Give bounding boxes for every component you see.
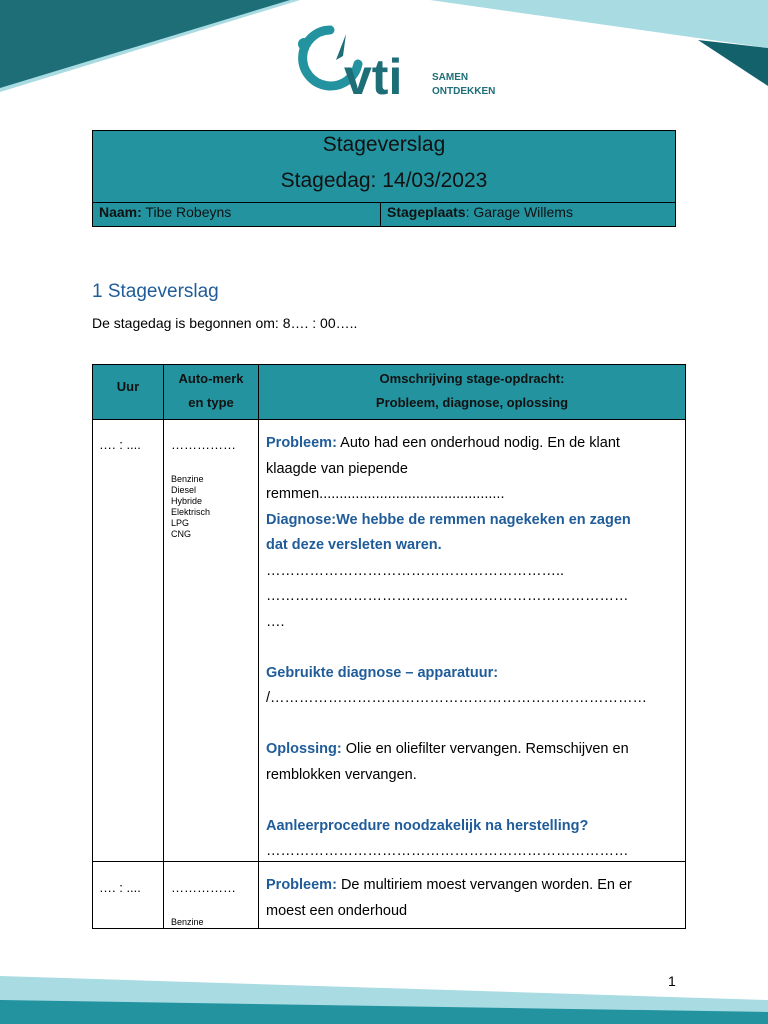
oplossing-label: Oplossing:	[266, 741, 342, 757]
name-cell	[93, 203, 381, 227]
row2-brand: ……………	[171, 880, 236, 895]
name-value: Tibe Robeyns	[141, 204, 232, 220]
vti-logo	[296, 14, 506, 102]
apparatuur-label: Gebruikte diagnose – apparatuur:	[266, 664, 499, 681]
row1-brand: ……………	[171, 437, 236, 452]
row2-description	[266, 873, 681, 924]
probleem-text-2: moest een onderhoud	[266, 902, 408, 919]
probleem-label: Probleem:	[266, 435, 337, 451]
probleem-label: Probleem:	[266, 877, 337, 893]
header-omschrijving-1: Omschrijving stage-opdracht:	[379, 371, 565, 386]
row1-description	[266, 431, 681, 865]
diagnose-line-2: dat deze versleten waren.	[266, 537, 442, 553]
section-heading: 1 Stageverslag	[92, 281, 219, 302]
row2-probleem	[266, 873, 681, 899]
column-divider-1	[163, 365, 164, 928]
place-cell	[381, 203, 675, 227]
report-title: Stageverslag	[322, 133, 446, 156]
header-omschrijving-2: Probleem, diagnose, oplossing	[375, 395, 569, 410]
logo-tagline-1: SAMEN	[432, 72, 469, 83]
fuel-option: Elektrisch	[171, 507, 211, 517]
name-label: Naam:	[99, 204, 142, 220]
start-time-line: De stagedag is begonnen om: 8…. : 00…..	[92, 315, 358, 331]
apparatuur-value: /……………………………………………………………………	[266, 690, 648, 706]
oplossing-text: Olie en oliefilter vervangen. Remschijven en	[341, 741, 629, 757]
place-label: Stageplaats	[387, 204, 466, 220]
fuel-option: LPG	[171, 518, 190, 528]
row1-oplossing	[266, 737, 681, 763]
header-merk-2: en type	[188, 395, 234, 410]
probleem-text: De multiriem moest vervangen worden. En er	[336, 877, 632, 893]
logo-text: vti	[344, 49, 403, 102]
row2-fuel-list	[171, 917, 204, 928]
aanleer-dots: …………………………………………………………………	[266, 843, 629, 859]
fuel-option: Hybride	[171, 496, 203, 506]
row1-probleem	[266, 431, 681, 457]
logo-dot	[298, 38, 310, 50]
spacer	[266, 712, 681, 738]
report-header	[92, 130, 676, 227]
row1-time: …. : ....	[99, 437, 141, 452]
spacer	[266, 788, 681, 814]
report-date: Stagedag: 14/03/2023	[280, 169, 488, 192]
probleem-text-3: remmen..............................................	[266, 486, 505, 502]
column-divider-2	[258, 365, 259, 928]
fuel-option: Diesel	[171, 485, 197, 495]
top-right-dark-band	[698, 40, 768, 86]
probleem-text: Auto had een onderhoud nodig. En de klant	[336, 435, 620, 451]
fuel-option: CNG	[171, 529, 191, 539]
fuel-option: Benzine	[171, 474, 204, 484]
page-number: 1	[668, 973, 676, 989]
oplossing-text-2: remblokken vervangen.	[266, 766, 417, 783]
diagnose-line-1: Diagnose:We hebbe de remmen nagekeken en zagen	[266, 511, 631, 528]
header-info-row	[93, 202, 675, 227]
spacer	[266, 635, 681, 661]
fuel-option: Benzine	[171, 917, 204, 927]
logo-tagline-2: ONTDEKKEN	[432, 86, 496, 97]
row2-time: …. : ....	[99, 880, 141, 895]
report-table	[92, 364, 686, 929]
dots-line: ……………………………………………………..	[266, 562, 565, 579]
top-left-dark-band	[0, 0, 290, 88]
dots-line: …………………………………………………………………	[266, 588, 629, 604]
row1-fuel-list	[171, 474, 210, 540]
dots-line: ….	[266, 613, 285, 630]
header-uur: Uur	[116, 379, 140, 394]
aanleer-label: Aanleerprocedure noodzakelijk na herstelling?	[266, 817, 589, 834]
place-value: : Garage Willems	[465, 204, 573, 220]
header-merk-1: Auto-merk	[178, 371, 244, 386]
probleem-text-2: klaagde van piepende	[266, 460, 408, 477]
